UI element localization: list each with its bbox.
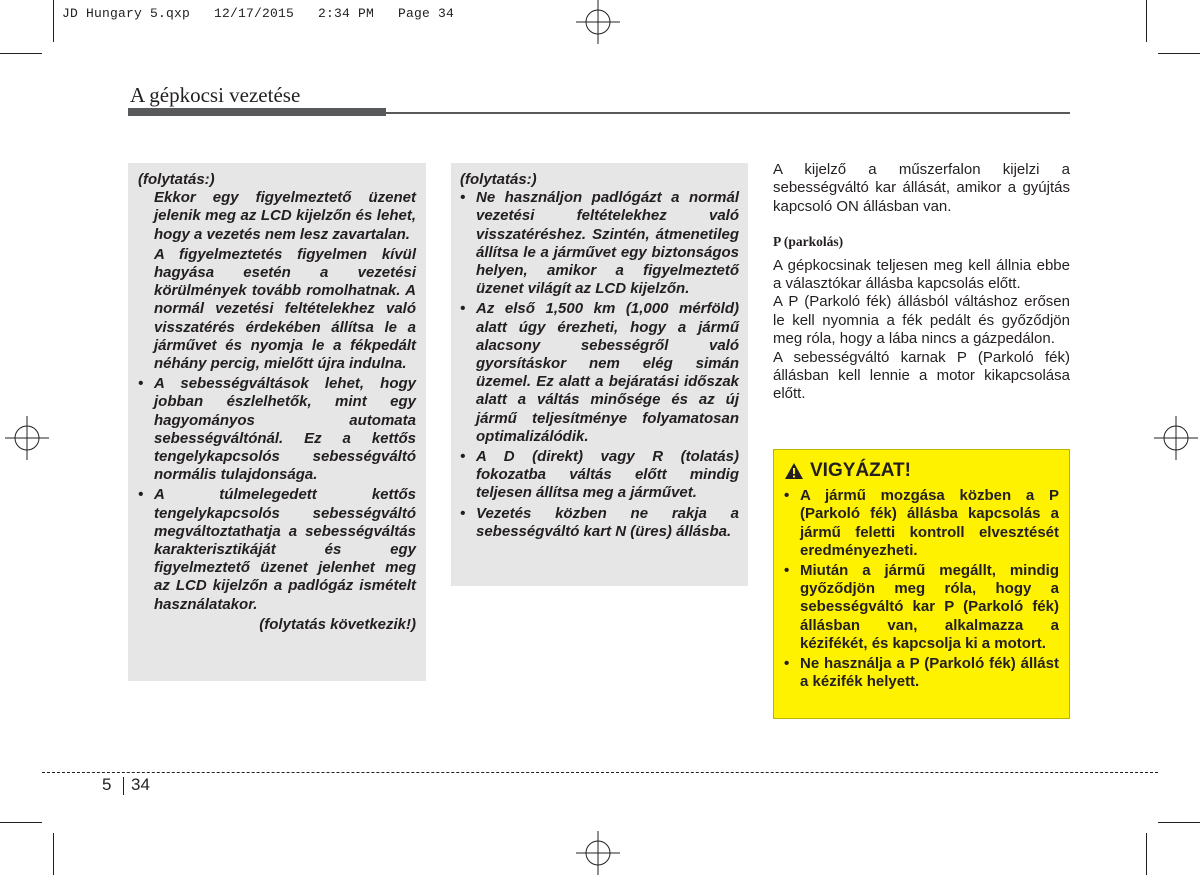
intro-paragraph: A kijelző a műszerfalon kijelzi a sebességváltó kar állását, amikor a gyújtás kapcsoló ON állásban van. bbox=[773, 161, 1070, 215]
paragraph: A P (Parkoló fék) állásból váltáshoz erősen le kell nyomnia a fék pedált és győződjön meg róla, hogy a lába nincs a gázpedálon. bbox=[773, 293, 1070, 348]
continued-note: (folytatás következik!) bbox=[259, 615, 416, 633]
crop-mark bbox=[1146, 833, 1147, 875]
crop-mark bbox=[1158, 822, 1200, 823]
warning-bullet: • Ne használja a P (Parkoló fék) állást a kézifék helyett. bbox=[784, 655, 1059, 691]
title-bar-line bbox=[386, 112, 1070, 114]
crop-mark bbox=[0, 53, 42, 54]
continuation-box-middle bbox=[451, 163, 748, 586]
registration-mark-right bbox=[1154, 416, 1198, 460]
warning-box bbox=[773, 449, 1070, 719]
continuation-box-left bbox=[128, 163, 426, 681]
crop-mark bbox=[1146, 0, 1147, 42]
paragraph: A gépkocsinak teljesen meg kell állnia ebbe a választókar állásba kapcsolás előtt. bbox=[773, 256, 1070, 293]
paragraph: Ekkor egy figyelmeztető üzenet jelenik meg az LCD kijelzőn és lehet, hogy a vezetés nem lesz zavartalan. bbox=[154, 189, 416, 243]
box-heading: (folytatás:) bbox=[138, 171, 215, 188]
bullet-item: • A D (direkt) vagy R (tolatás) fokozatba váltás előtt mindig teljesen állítsa meg a járművet. bbox=[460, 448, 739, 503]
page-number-divider bbox=[123, 777, 124, 795]
crop-mark bbox=[0, 822, 42, 823]
crop-mark bbox=[53, 833, 54, 875]
warning-header bbox=[784, 462, 1059, 480]
registration-mark-top bbox=[576, 0, 620, 44]
warning-bullet: • A jármű mozgása közben a P (Parkoló fék) állásba kapcsolás a jármű feletti kontroll elvesztését eredményezheti. bbox=[784, 487, 1059, 560]
footer-dashed-rule bbox=[42, 772, 1158, 773]
bullet-item: • Az első 1,500 km (1,000 mérföld) alatt úgy érezheti, hogy a jármű alacsony sebességről való gyorsításkor nem elég simán üzemel. Ez alatt a bejáratási időszak alatt a váltás minősége és az új jármű teljesítménye folyamatosan optimalizálódik. bbox=[460, 300, 739, 446]
bullet-item: • A sebességváltások lehet, hogy jobban észlelhetők, mint egy hagyományos automata sebességváltónál. Ez a kettős tengelykapcsolós sebességváltó normális tulajdonsága. bbox=[138, 375, 416, 484]
right-column bbox=[773, 161, 1070, 404]
warning-title: VIGYÁZAT! bbox=[810, 460, 911, 481]
bullet-item: • A túlmelegedett kettős tengelykapcsolós sebességváltó megváltoztathatja a sebességváltás karakterisztikáját és egy figyelmeztető üzenet jelenhet meg az LCD kijelzőn a padlógáz ismételt használatakor. bbox=[138, 486, 416, 613]
registration-mark-left bbox=[5, 416, 49, 460]
warning-triangle-icon bbox=[784, 462, 804, 480]
crop-mark bbox=[1158, 53, 1200, 54]
box-heading: (folytatás:) bbox=[460, 171, 537, 188]
subheading-park: P (parkolás) bbox=[773, 234, 844, 250]
bullet-item: • Vezetés közben ne rakja a sebességváltó kart N (üres) állásba. bbox=[460, 505, 739, 541]
paragraph: A sebességváltó karnak P (Parkoló fék) állásban kell lennie a motor kikapcsolása előtt. bbox=[773, 348, 1070, 403]
print-slug: JD Hungary 5.qxp 12/17/2015 2:34 PM Page 34 bbox=[62, 6, 455, 21]
page-number: 34 bbox=[131, 775, 150, 794]
warning-bullet: • Miután a jármű megállt, mindig győződjön meg róla, hogy a sebességváltó kar P (Parkoló fék) állásban van, alkalmazza a kézifékét, és kapcsolja ki a motort. bbox=[784, 562, 1059, 653]
section-title: A gépkocsi vezetése bbox=[130, 83, 301, 107]
registration-mark-bottom bbox=[576, 831, 620, 875]
bullet-item: • Ne használjon padlógázt a normál vezetési feltételekhez való visszatéréshez. Szintén, átmenetileg állítsa le a járművet egy biztonságos helyen, amikor a figyelmeztető üzenet világít az LCD kijelzőn. bbox=[460, 189, 739, 298]
crop-mark bbox=[53, 0, 54, 42]
section-number: 5 bbox=[102, 775, 112, 794]
title-bar-dark bbox=[128, 108, 386, 116]
paragraph: A figyelmeztetés figyelmen kívül hagyása esetén a vezetési körülmények tovább romolhatnak. A normál vezetési feltételekhez való visszatérés érdekében állítsa le a járművet és nyomja le a fékpedált néhány percig, mielőtt újra indulna. bbox=[154, 245, 416, 373]
